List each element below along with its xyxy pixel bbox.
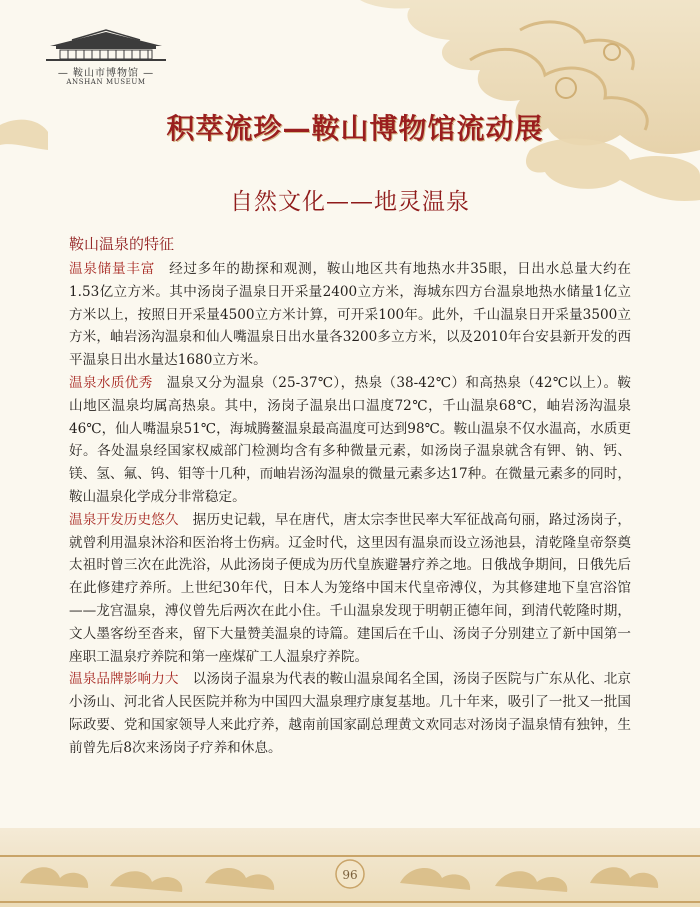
section-heading: 鞍山温泉的特征: [69, 235, 175, 253]
paragraph-reserves: [69, 258, 631, 372]
paragraph-brand: [69, 668, 631, 759]
main-title: 积萃流珍—鞍山博物馆流动展: [166, 112, 544, 145]
page-number: 96: [342, 868, 358, 882]
paragraph-lead: 温泉储量丰富: [69, 261, 156, 277]
museum-name-en: ANSHAN MUSEUM: [66, 78, 146, 86]
paragraph-quality: [69, 372, 631, 509]
paragraph-lead: 温泉水质优秀: [69, 374, 153, 391]
paragraph-lead: 温泉开发历史悠久: [69, 511, 179, 528]
museum-building-icon: [42, 26, 170, 62]
paragraph-lead: 温泉品牌影响力大: [69, 671, 179, 688]
paragraph-text: 据历史记载，早在唐代，唐太宗李世民率大军征战高句丽，路过汤岗子，就曾利用温泉沐浴和医治将士伤病。辽金时代，这里因有温泉而设立汤池县，清乾隆皇帝祭奠太祖时曾三次在此洗浴，从此汤岗子便成为历代皇族避暑疗养之地。日俄战争期间，日俄先后在此修建疗养所。上世纪30年代，日本人为笼络中国末代皇帝溥仪，为其修建地下皇宫浴馆——龙宫温泉，溥仪曾先后两次在此小住。千山温泉发现于明朝正德年间，到清代乾隆时期，文人墨客纷至沓来，留下大量赞美温泉的诗篇。建国后在千山、汤岗子分别建立了新中国第一座职工温泉疗养院和第一座煤矿工人温泉疗养院。: [69, 511, 632, 665]
article-body: [69, 258, 631, 760]
paragraph-text: 经过多年的勘探和观测，鞍山地区共有地热水井35眼，日出水总量大约在1.53亿立方米。其中汤岗子温泉日开采量2400立方米，海城东四方台温泉地热水储量1亿立方米以上，按照日开采量4500立方米计算，可开采100年。此外，千山温泉日开采量3500立方米，岫岩汤沟温泉和仙人嘴温泉日出水量各3200多立方米，以及2010年台安县新开发的西平温泉日出水量达1680立方米。: [69, 261, 632, 369]
museum-name-cn: — 鞍山市博物馆 —: [57, 68, 155, 79]
paragraph-text: 以汤岗子温泉为代表的鞍山温泉闻名全国，汤岗子医院与广东从化、北京小汤山、河北省人民医院并称为中国四大温泉理疗康复基地。几十年来，吸引了一批又一批国际政要、党和国家领导人来此疗养，越南前国家副总理黄文欢同志对汤岗子温泉情有独钟，生前曾先后8次来汤岗子疗养和休息。: [69, 671, 632, 756]
paragraph-text: 温泉又分为温泉（25-37℃），热泉（38-42℃）和高热泉（42℃以上）。鞍山地区温泉均属高热泉。其中，汤岗子温泉出口温度72℃，千山温泉68℃，岫岩汤沟温泉46℃，仙人嘴温泉51℃，海城腾鳌温泉最高温度可达到98℃。鞍山温泉不仅水温高，水质更好。各处温泉经国家权威部门检测均含有多种微量元素，如汤岗子温泉就含有钾、钠、钙、镁、氢、氟、钨、钼等十几种，而岫岩汤沟温泉的微量元素多达17种。在微量元素多的同时，鞍山温泉化学成分非常稳定。: [69, 374, 631, 505]
sub-title: 自然文化——地灵温泉: [230, 189, 470, 215]
paragraph-history: [69, 509, 631, 669]
museum-logo: [42, 26, 170, 86]
